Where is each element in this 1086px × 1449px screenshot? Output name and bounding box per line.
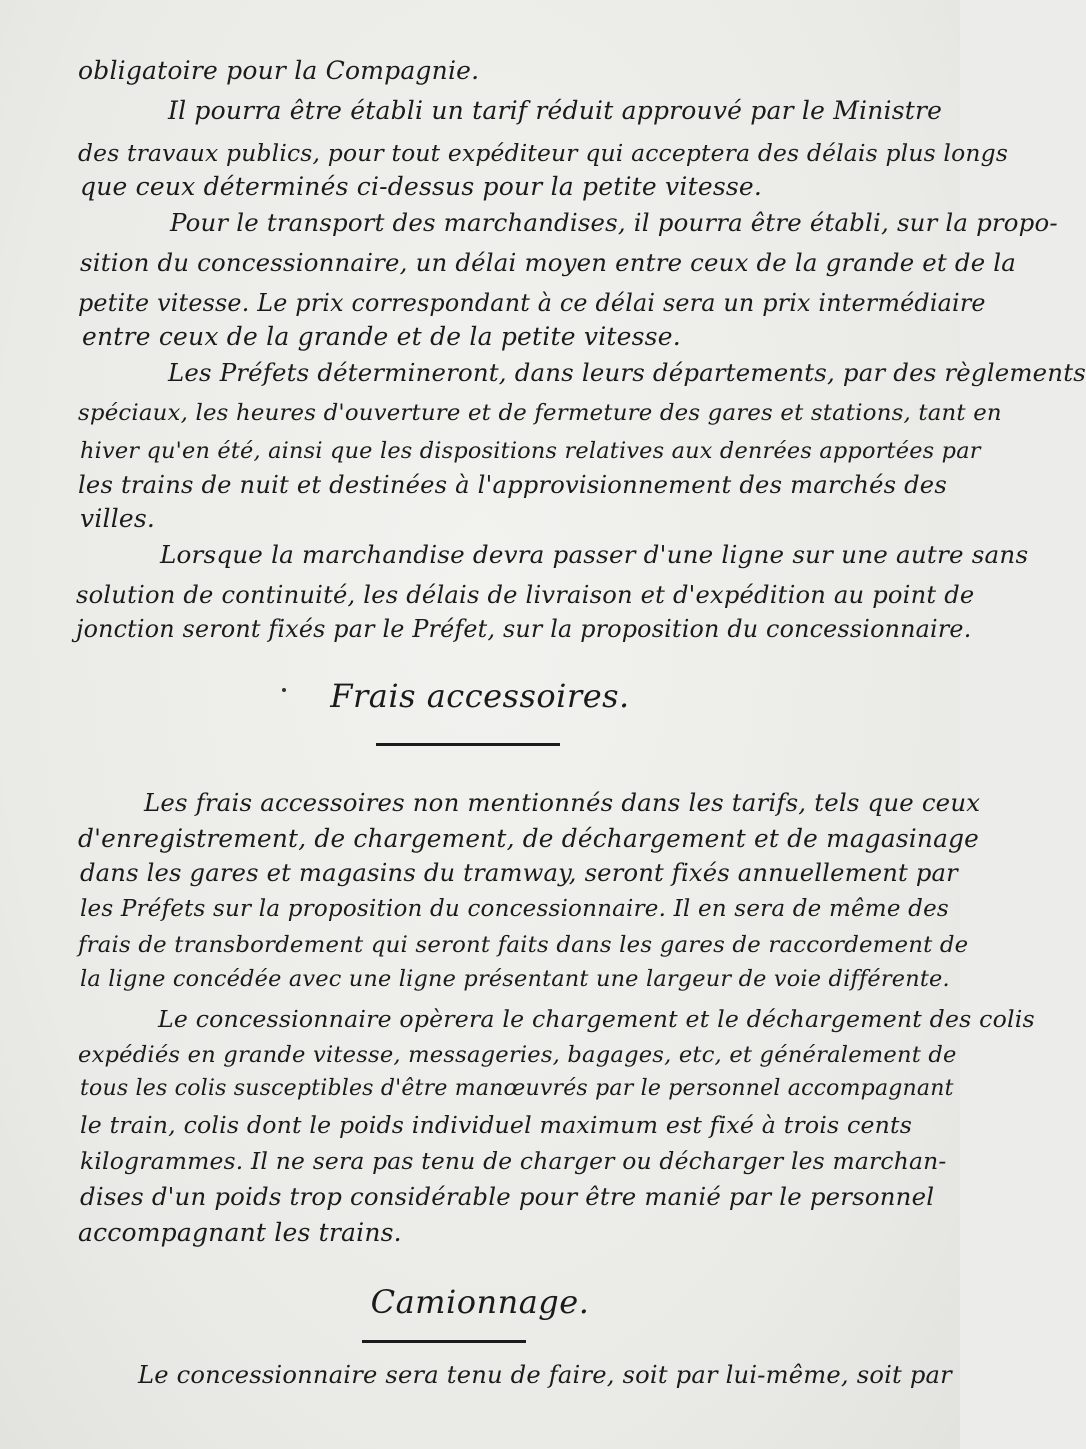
text-line: Lorsque la marchandise devra passer d'une ligne sur une autre sans: [160, 540, 1029, 569]
text-line: la ligne concédée avec une ligne présentant une largeur de voie différente.: [80, 966, 950, 992]
text-line: villes.: [80, 504, 156, 533]
text-line: dans les gares et magasins du tramway, seront fixés annuellement par: [80, 859, 958, 887]
text-line: obligatoire pour la Compagnie.: [78, 56, 480, 85]
text-line: sition du concessionnaire, un délai moyen entre ceux de la grande et de la: [80, 248, 1017, 277]
text-line: Les frais accessoires non mentionnés dans les tarifs, tels que ceux: [144, 788, 981, 817]
text-line: spéciaux, les heures d'ouverture et de fermeture des gares et stations, tant en: [78, 400, 1002, 426]
text-line: hiver qu'en été, ainsi que les dispositions relatives aux denrées apportées par: [80, 438, 981, 464]
text-line: Les Préfets détermineront, dans leurs départements, par des règlements: [168, 358, 1086, 387]
text-line: Il pourra être établi un tarif réduit approuvé par le Ministre: [168, 96, 943, 125]
text-line: accompagnant les trains.: [78, 1218, 402, 1247]
text-line: Pour le transport des marchandises, il pourra être établi, sur la propo-: [170, 208, 1058, 237]
text-line: frais de transbordement qui seront faits dans les gares de raccordement de: [78, 932, 969, 958]
text-line: les Préfets sur la proposition du concessionnaire. Il en sera de même des: [80, 896, 949, 922]
text-line: jonction seront fixés par le Préfet, sur la proposition du concessionnaire.: [76, 615, 972, 643]
text-line: kilogrammes. Il ne sera pas tenu de charger ou décharger les marchan-: [80, 1147, 947, 1175]
text-line: d'enregistrement, de chargement, de déchargement et de magasinage: [78, 824, 980, 853]
section-heading: Frais accessoires.: [330, 677, 630, 715]
text-line: petite vitesse. Le prix correspondant à ce délai sera un prix intermédiaire: [78, 289, 986, 317]
text-line: dises d'un poids trop considérable pour être manié par le personnel: [80, 1182, 935, 1211]
text-line: solution de continuité, les délais de livraison et d'expédition au point de: [76, 581, 975, 609]
text-line: Le concessionnaire sera tenu de faire, soit par lui-même, soit par: [138, 1361, 952, 1389]
text-line: que ceux déterminés ci-dessus pour la petite vitesse.: [80, 172, 763, 201]
heading-underline: [376, 743, 560, 746]
section-heading: Camionnage.: [370, 1283, 590, 1321]
text-line: des travaux publics, pour tout expéditeur qui acceptera des délais plus longs: [78, 139, 1009, 167]
text-line: Le concessionnaire opèrera le chargement et le déchargement des colis: [158, 1005, 1035, 1033]
text-line: le train, colis dont le poids individuel maximum est fixé à trois cents: [80, 1111, 912, 1139]
text-line: les trains de nuit et destinées à l'approvisionnement des marchés des: [78, 471, 947, 499]
heading-underline: [362, 1340, 526, 1343]
text-line: expédiés en grande vitesse, messageries, bagages, etc, et généralement de: [78, 1042, 957, 1068]
text-line: tous les colis susceptibles d'être manœuvrés par le personnel accompagnant: [80, 1076, 954, 1101]
text-line: entre ceux de la grande et de la petite vitesse.: [82, 322, 681, 351]
